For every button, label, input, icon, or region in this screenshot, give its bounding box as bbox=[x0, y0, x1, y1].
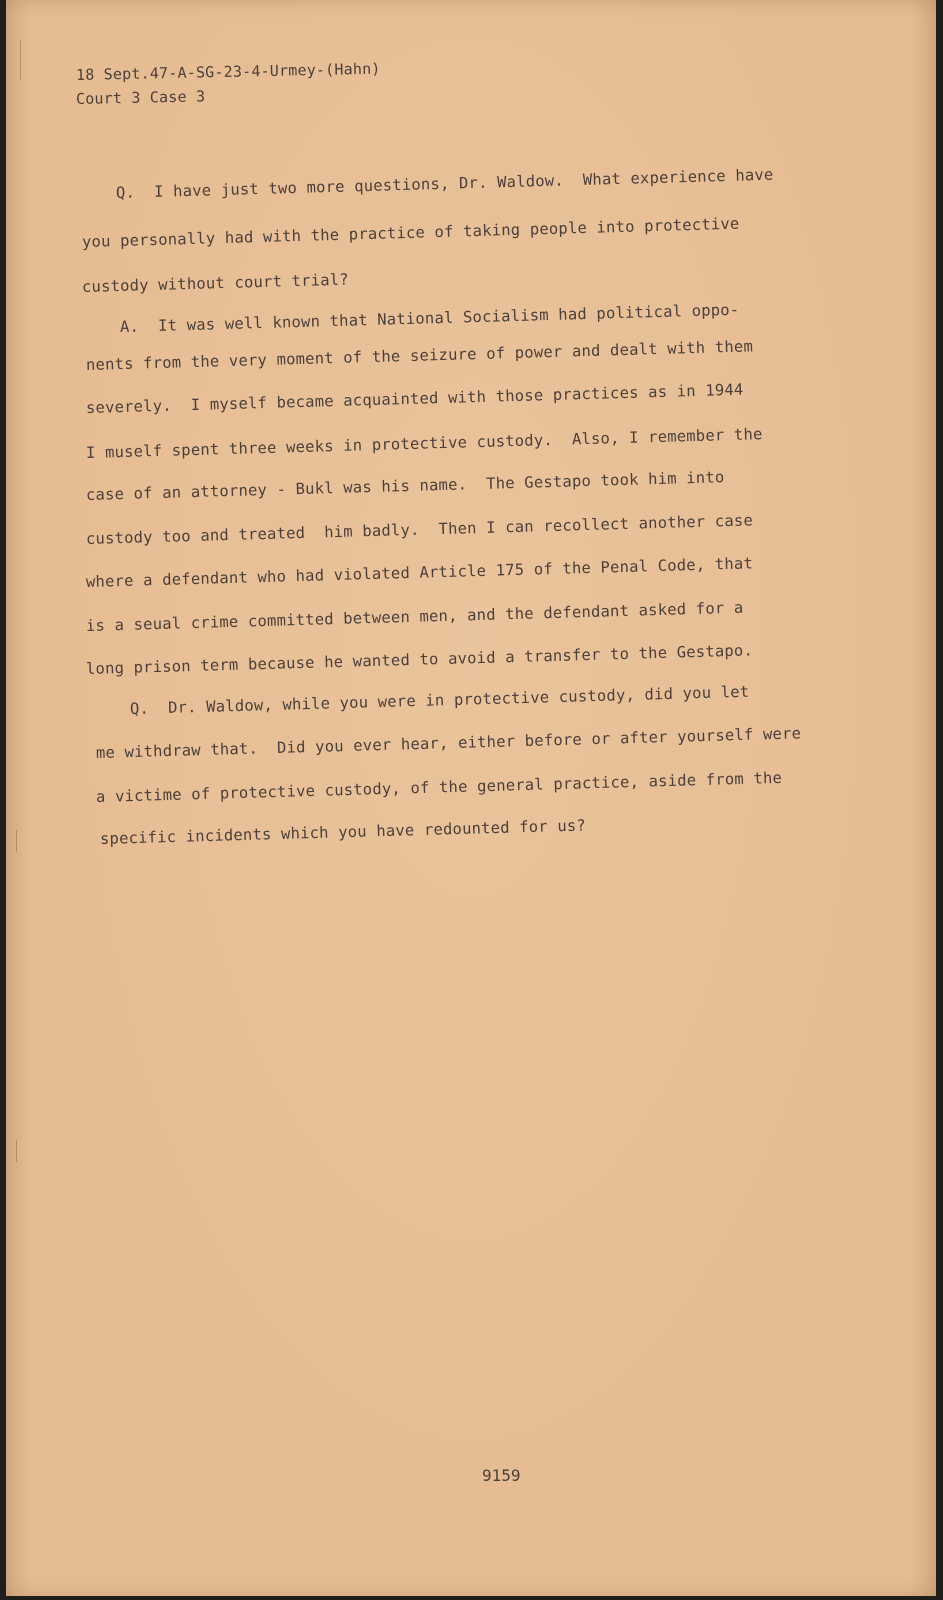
testimony-line: case of an attorney - Bukl was his name. The Gestapo took him into bbox=[85, 468, 725, 504]
page-edge-mark bbox=[16, 1140, 17, 1162]
testimony-line: a victime of protective custody, of the general practice, aside from the bbox=[95, 768, 783, 806]
testimony-line: specific incidents which you have redounted for us? bbox=[99, 816, 587, 848]
page-edge-mark bbox=[20, 40, 21, 80]
document-page bbox=[6, 0, 936, 1596]
testimony-line: you personally had with the practice of taking people into protective bbox=[81, 214, 740, 251]
testimony-line: A. It was well known that National Socialism had political oppo- bbox=[119, 300, 740, 336]
page-number: 9159 bbox=[482, 1466, 521, 1485]
court-case-label: Court 3 Case 3 bbox=[75, 87, 206, 108]
testimony-line: custody too and treated him badly. Then I can recollect another case bbox=[85, 511, 754, 548]
testimony-line: is a seual crime committed between men, and the defendant asked for a bbox=[85, 598, 744, 635]
testimony-line: Q. I have just two more questions, Dr. Waldow. What experience have bbox=[115, 165, 774, 202]
testimony-line: Q. Dr. Waldow, while you were in protective custody, did you let bbox=[129, 682, 750, 718]
testimony-line: severely. I myself became acquainted with those practices as in 1944 bbox=[85, 380, 744, 417]
document-reference: 18 Sept.47-A-SG-23-4-Urmey-(Hahn) bbox=[75, 59, 381, 84]
testimony-line: where a defendant who had violated Article 175 of the Penal Code, that bbox=[85, 554, 754, 591]
testimony-line: custody without court trial? bbox=[81, 270, 350, 296]
page-edge-mark bbox=[16, 830, 17, 852]
testimony-line: I muself spent three weeks in protective custody. Also, I remember the bbox=[85, 425, 763, 462]
testimony-line: nents from the very moment of the seizure of power and dealt with them bbox=[85, 337, 754, 374]
testimony-line: long prison term because he wanted to avoid a transfer to the Gestapo. bbox=[85, 641, 754, 678]
testimony-line: me withdraw that. Did you ever hear, either before or after yourself were bbox=[95, 724, 802, 762]
